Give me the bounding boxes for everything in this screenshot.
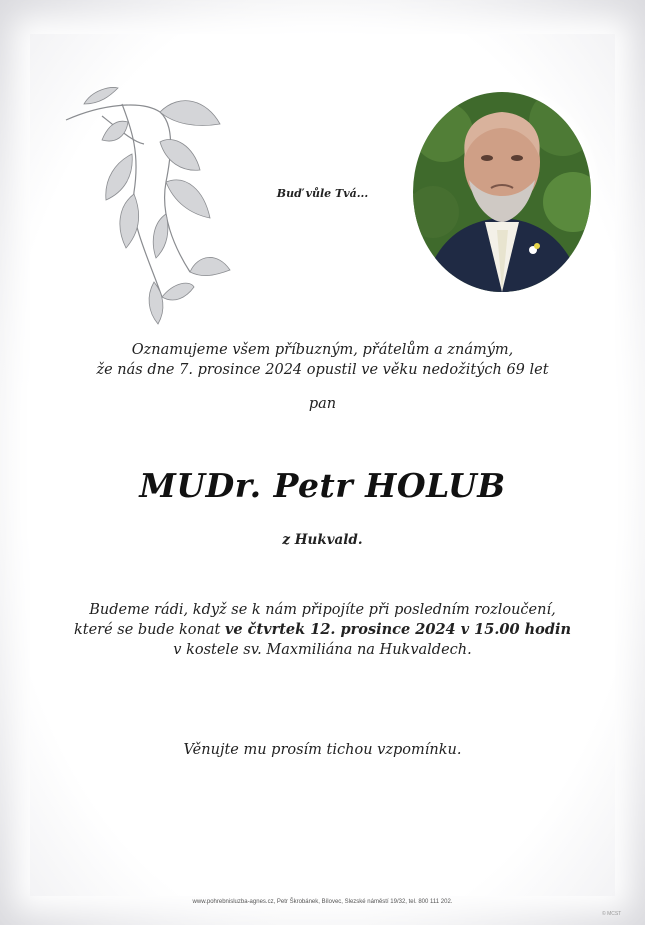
invitation-line-3: v kostele sv. Maxmiliána na Hukvaldech.	[173, 642, 472, 658]
invitation-line-2	[40, 620, 605, 640]
deceased-name: MUDr. Petr HOLUB	[139, 466, 506, 505]
invitation-date-time: ve čtvrtek 12. prosince 2024 v 15.00 hodin	[224, 621, 572, 638]
invitation-line-2-plain: které se bude konat	[73, 622, 225, 638]
origin-text: z Hukvald.	[282, 532, 363, 548]
corner-mark: © MCST	[602, 911, 622, 917]
invitation-text	[40, 600, 605, 660]
motto-text: Buď vůle Tvá...	[276, 187, 369, 200]
footer-contact: www.pohrebnisluzba-agnes.cz, Petr Škrobánek, Bílovec, Slezské náměstí 19/32, tel. 800 111 202.	[192, 899, 453, 905]
portrait-photo	[413, 92, 591, 292]
announcement-text	[60, 340, 585, 380]
invitation-line-1: Budeme rádi, když se k nám připojíte při posledním rozloučení,	[89, 602, 556, 618]
remembrance-text: Věnujte mu prosím tichou vzpomínku.	[183, 742, 462, 758]
announcement-line-2: že nás dne 7. prosince 2024 opustil ve věku nedožitých 69 let	[96, 362, 549, 378]
pan-text: pan	[308, 396, 337, 412]
leaf-branch-ornament	[62, 82, 237, 327]
announcement-line-1: Oznamujeme všem příbuzným, přátelům a známým,	[131, 342, 514, 358]
